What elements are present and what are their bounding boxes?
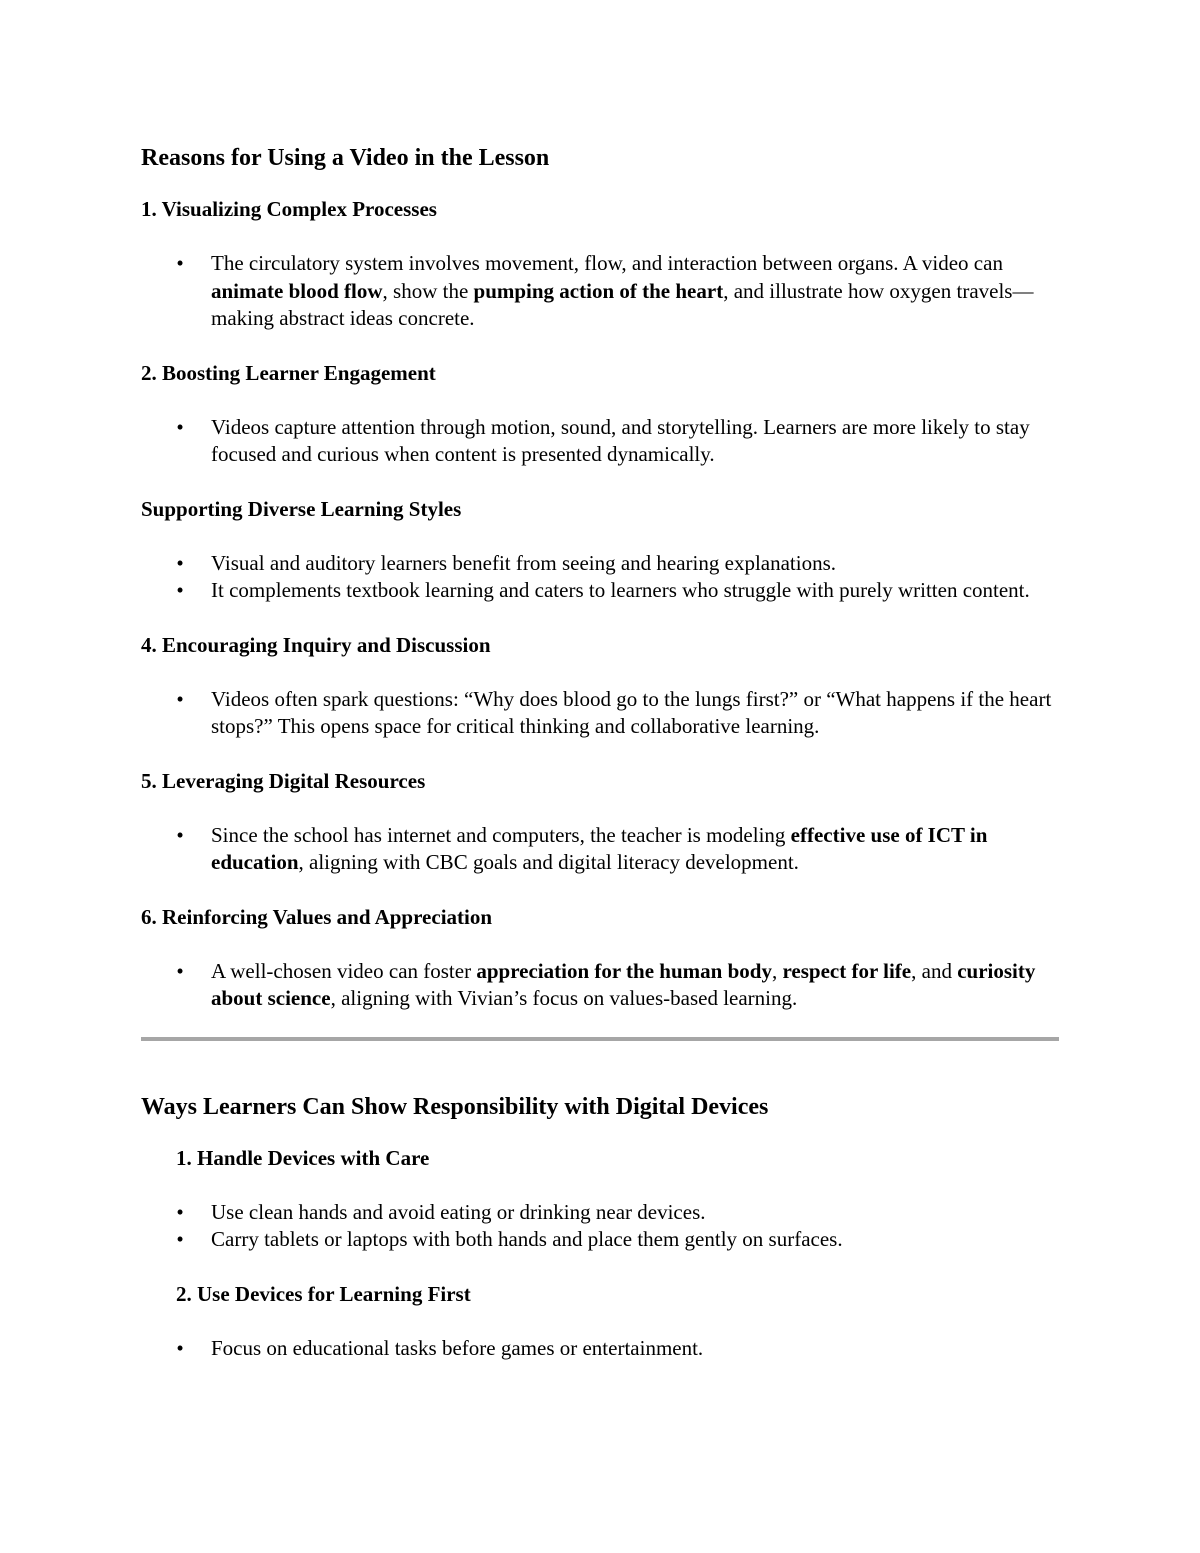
text-run: Use clean hands and avoid eating or drinking near devices. — [211, 1199, 706, 1224]
text-run: , aligning with Vivian’s focus on values-based learning. — [330, 986, 798, 1010]
bullet-list — [141, 550, 1059, 605]
text-run: , and — [911, 958, 958, 983]
section-title-responsibility: Ways Learners Can Show Responsibility with Digital Devices — [141, 1093, 769, 1120]
bullet-list — [141, 958, 1059, 1013]
list-item — [141, 1335, 1059, 1363]
text-run: , aligning with CBC goals and digital literacy development. — [298, 850, 799, 874]
bold-text: respect for life — [782, 958, 912, 983]
bullet-icon: • — [176, 1335, 184, 1360]
bullet-list — [141, 250, 1059, 333]
subsection-heading: 2. Use Devices for Learning First — [176, 1281, 471, 1306]
bold-text: pumping action of the heart — [473, 278, 724, 303]
list-item — [141, 1199, 1059, 1227]
list-item — [141, 958, 1059, 1013]
subsection-heading: 2. Boosting Learner Engagement — [141, 360, 436, 385]
subsection-heading: Supporting Diverse Learning Styles — [141, 496, 462, 521]
bullet-list — [141, 686, 1059, 741]
bullet-icon: • — [176, 686, 184, 711]
bullet-icon: • — [176, 578, 184, 602]
bullet-icon: • — [176, 414, 184, 439]
section-responsibility-body — [141, 1145, 1059, 1363]
bullet-list — [141, 414, 1059, 469]
list-item — [141, 550, 1059, 578]
list-item — [141, 686, 1059, 741]
bullet-list — [141, 1335, 1059, 1363]
subsection-heading: 4. Encouraging Inquiry and Discussion — [141, 632, 491, 657]
bold-text: effective use of ICT in education — [211, 822, 988, 874]
bullet-icon: • — [176, 822, 184, 847]
text-run: Videos capture attention through motion, sound, and storytelling. Learners are more likely to stay focused and curious when content is presented dynamically. — [211, 414, 1030, 466]
section-reasons-body — [141, 196, 1059, 1013]
bullet-icon: • — [176, 1199, 184, 1224]
section-title-reasons: Reasons for Using a Video in the Lesson — [141, 145, 550, 171]
list-item — [141, 1226, 1059, 1254]
list-item — [141, 250, 1059, 333]
bullet-list — [141, 822, 1059, 877]
list-item — [141, 577, 1059, 605]
text-run: , show the — [382, 278, 474, 303]
subsection-heading: 6. Reinforcing Values and Appreciation — [141, 904, 493, 929]
subsection-heading: 5. Leveraging Digital Resources — [141, 768, 426, 793]
bullet-icon: • — [176, 1227, 184, 1251]
list-item — [141, 414, 1059, 469]
text-run: Since the school has internet and computers, the teacher is modeling — [211, 822, 791, 847]
bold-text: curiosity about science — [211, 958, 1036, 1010]
text-run: The circulatory system involves movement, flow, and interaction between organs. A video can — [211, 251, 1003, 275]
text-run: , — [771, 958, 783, 983]
text-run: , and illustrate how oxygen travels—making abstract ideas concrete. — [211, 278, 1034, 330]
subsection-heading: 1. Visualizing Complex Processes — [141, 197, 437, 221]
bullet-list — [141, 1199, 1059, 1254]
text-run: It complements textbook learning and caters to learners who struggle with purely written content. — [211, 578, 1030, 602]
subsection-heading: 1. Handle Devices with Care — [176, 1145, 430, 1170]
text-run: Carry tablets or laptops with both hands and place them gently on surfaces. — [211, 1227, 843, 1251]
text-run: Focus on educational tasks before games or entertainment. — [211, 1335, 704, 1360]
text-run: Videos often spark questions: “Why does blood go to the lungs first?” or “What happens if the heart stops?” This opens space for critical thinking and collaborative learning. — [211, 686, 1052, 738]
text-run: A well-chosen video can foster — [211, 958, 477, 983]
text-run: Visual and auditory learners benefit from seeing and hearing explanations. — [211, 550, 837, 575]
document-page — [141, 140, 1059, 1362]
list-item — [141, 822, 1059, 877]
bullet-icon: • — [176, 550, 184, 575]
bullet-icon: • — [176, 958, 184, 983]
bullet-icon: • — [176, 251, 184, 275]
horizontal-divider — [141, 1037, 1059, 1041]
bold-text: appreciation for the human body — [476, 958, 772, 983]
bold-text: animate blood flow — [211, 278, 383, 303]
